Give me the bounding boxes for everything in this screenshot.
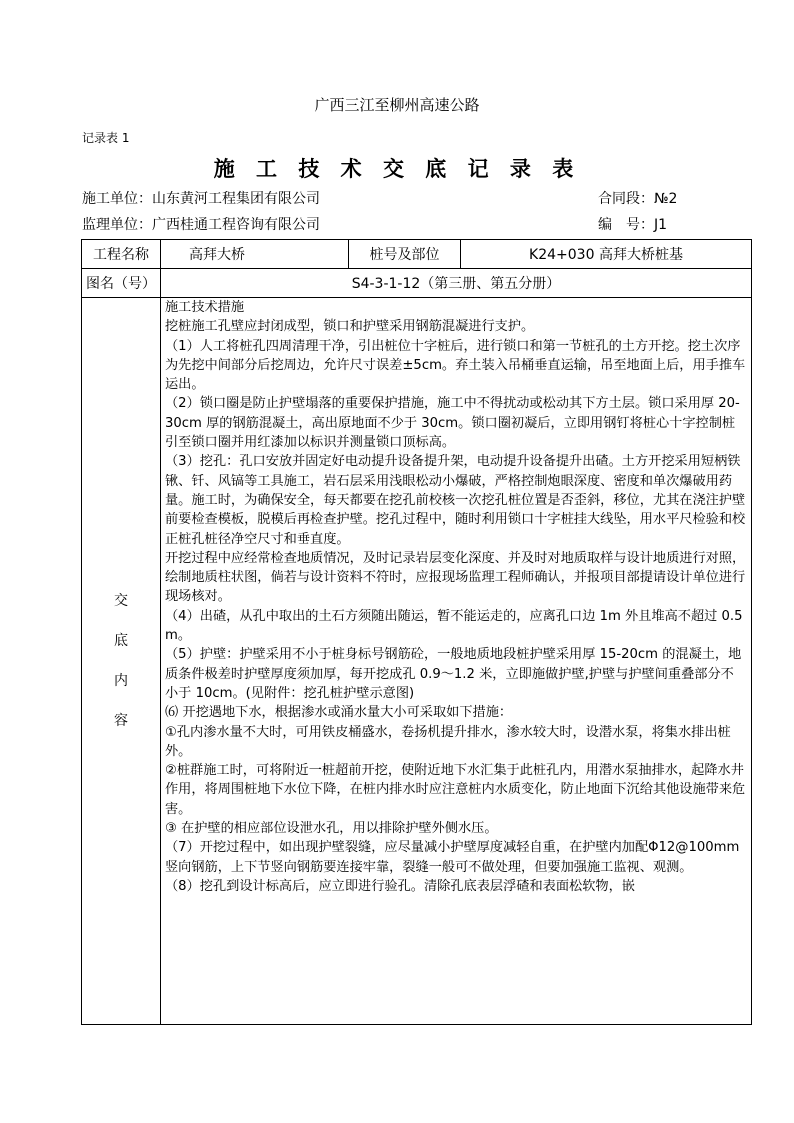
content-paragraph: （1）人工将桩孔四周清理干净，引出桩位十字桩后，进行锁口和第一节桩孔的土方开挖。挖土次序为先挖中间部分后挖周边，允许尺寸误差±5cm。弃土装入吊桶垂直运输，吊至地面上后，用手推车运出。 bbox=[165, 338, 746, 393]
supervision-unit bbox=[82, 214, 320, 234]
contract-label: 合同段： bbox=[598, 191, 654, 207]
record-number-value: J1 bbox=[654, 217, 668, 233]
form-number: 记录表 1 bbox=[82, 131, 130, 145]
content-paragraph: （2）锁口圈是防止护壁塌落的重要保护措施，施工中不得扰动或松动其下方土层。锁口采用厚 20-30cm 厚的钢筋混凝土，高出原地面不少于 30cm。锁口圈初凝后，立即用钢钉将桩心十字控制桩引至锁口圈并用红漆加以标识并测量锁口顶标高。 bbox=[165, 396, 740, 451]
record-table bbox=[81, 239, 752, 1025]
station-label: 桩号及部位 bbox=[349, 240, 461, 269]
content-paragraph: （4）出碴，从孔中取出的土石方须随出随运，暂不能运走的，应离孔口边 1m 外且堆高不超过 0.5m。 bbox=[165, 608, 743, 644]
content-paragraph: 开挖过程中应经常检查地质情况，及时记录岩层变化深度、并及时对地质取样与设计地质进行对照，绘制地质柱状图，倘若与设计资料不符时，应报现场监理工程师确认，并报项目部提请设计单位进行现场核对。 bbox=[165, 550, 746, 605]
project-name-label: 工程名称 bbox=[82, 240, 161, 269]
contract-section bbox=[598, 188, 677, 208]
drawing-value: S4-3-1-12（第三册、第五分册） bbox=[161, 269, 752, 298]
content-paragraph: 施工技术措施 bbox=[165, 300, 245, 315]
supervision-unit-value: 广西桂通工程咨询有限公司 bbox=[152, 217, 320, 233]
content-paragraph: ①孔内渗水量不大时，可用铁皮桶盛水，卷扬机提升排水，渗水较大时，设潜水泵，将集水排出桩外。 bbox=[165, 724, 731, 759]
side-char: 底 bbox=[114, 633, 128, 649]
content-side-label bbox=[82, 298, 161, 1025]
content-paragraph: （7）开挖过程中，如出现护壁裂缝，应尽量减小护壁厚度减轻自重，在护壁内加配Φ12@100mm 竖向钢筋，上下节竖向钢筋要连接牢靠，裂缝一般可不做处理，但要加强施工监视、观测。 bbox=[165, 840, 740, 875]
table-row bbox=[82, 298, 752, 1025]
content-paragraph: ③ 在护壁的相应部位设泄水孔，用以排除护壁外侧水压。 bbox=[165, 821, 498, 837]
record-number bbox=[598, 214, 667, 234]
contract-value: №2 bbox=[654, 191, 678, 207]
record-number-label: 编 号： bbox=[598, 217, 654, 233]
project-name: 广西三江至柳州高速公路 bbox=[314, 96, 480, 114]
side-char: 容 bbox=[114, 713, 128, 729]
content-body bbox=[161, 298, 752, 1025]
content-paragraph: ②桩群施工时，可将附近一桩超前开挖，使附近地下水汇集于此桩孔内，用潜水泵抽排水，起降水井作用，将周围桩地下水位下降，在桩内排水时应注意桩内水质变化，防止地面下沉给其他设施带来危害。 bbox=[165, 763, 746, 817]
drawing-label: 图名（号） bbox=[82, 269, 161, 298]
table-row bbox=[82, 240, 752, 269]
table-row bbox=[82, 269, 752, 298]
side-char: 内 bbox=[114, 673, 128, 689]
construction-unit-value: 山东黄河工程集团有限公司 bbox=[152, 191, 320, 207]
content-paragraph: （8）挖孔到设计标高后，应立即进行验孔。清除孔底表层浮碴和表面松软物，嵌 bbox=[165, 878, 635, 894]
construction-unit bbox=[82, 188, 320, 208]
content-paragraph: ⑹ 开挖遇地下水，根据渗水或涌水量大小可采取如下措施： bbox=[165, 705, 513, 721]
content-paragraph: （5）护壁：护壁采用不小于桩身标号钢筋砼，一般地质地段桩护壁采用厚 15-20cm 的混凝土，地质条件极差时护壁厚度须加厚，每开挖成孔 0.9～1.2 米，立即施做护壁,护壁与护壁间重叠部分不小于 10cm。(见附件：挖孔桩护壁示意图) bbox=[165, 647, 742, 701]
station-value: K24+030 高拜大桥桩基 bbox=[461, 240, 752, 269]
page-title: 施 工 技 术 交 底 记 录 表 bbox=[213, 157, 581, 181]
supervision-unit-label: 监理单位： bbox=[82, 217, 152, 233]
side-char: 交 bbox=[114, 593, 128, 609]
construction-unit-label: 施工单位： bbox=[82, 191, 152, 207]
project-name-value: 高拜大桥 bbox=[161, 240, 349, 269]
content-paragraph: （3）挖孔：孔口安放并固定好电动提升设备提升架，电动提升设备提升出碴。土方开挖采用短柄铁锹、钎、风镐等工具施工，岩石层采用浅眼松动小爆破，严格控制炮眼深度、密度和单次爆破用药量。施工时，为确保安全，每天都要在挖孔前校核一次挖孔桩位置是否歪斜，移位，尤其在浇注护壁前要检查模板，脱模后再检查护壁。挖孔过程中，随时利用锁口十字桩挂大线坠，用水平尺检验和校正桩孔桩径净空尺寸和垂直度。 bbox=[165, 454, 746, 547]
content-paragraph: 挖桩施工孔壁应封闭成型，锁口和护壁采用钢筋混凝进行支护。 bbox=[165, 319, 535, 335]
